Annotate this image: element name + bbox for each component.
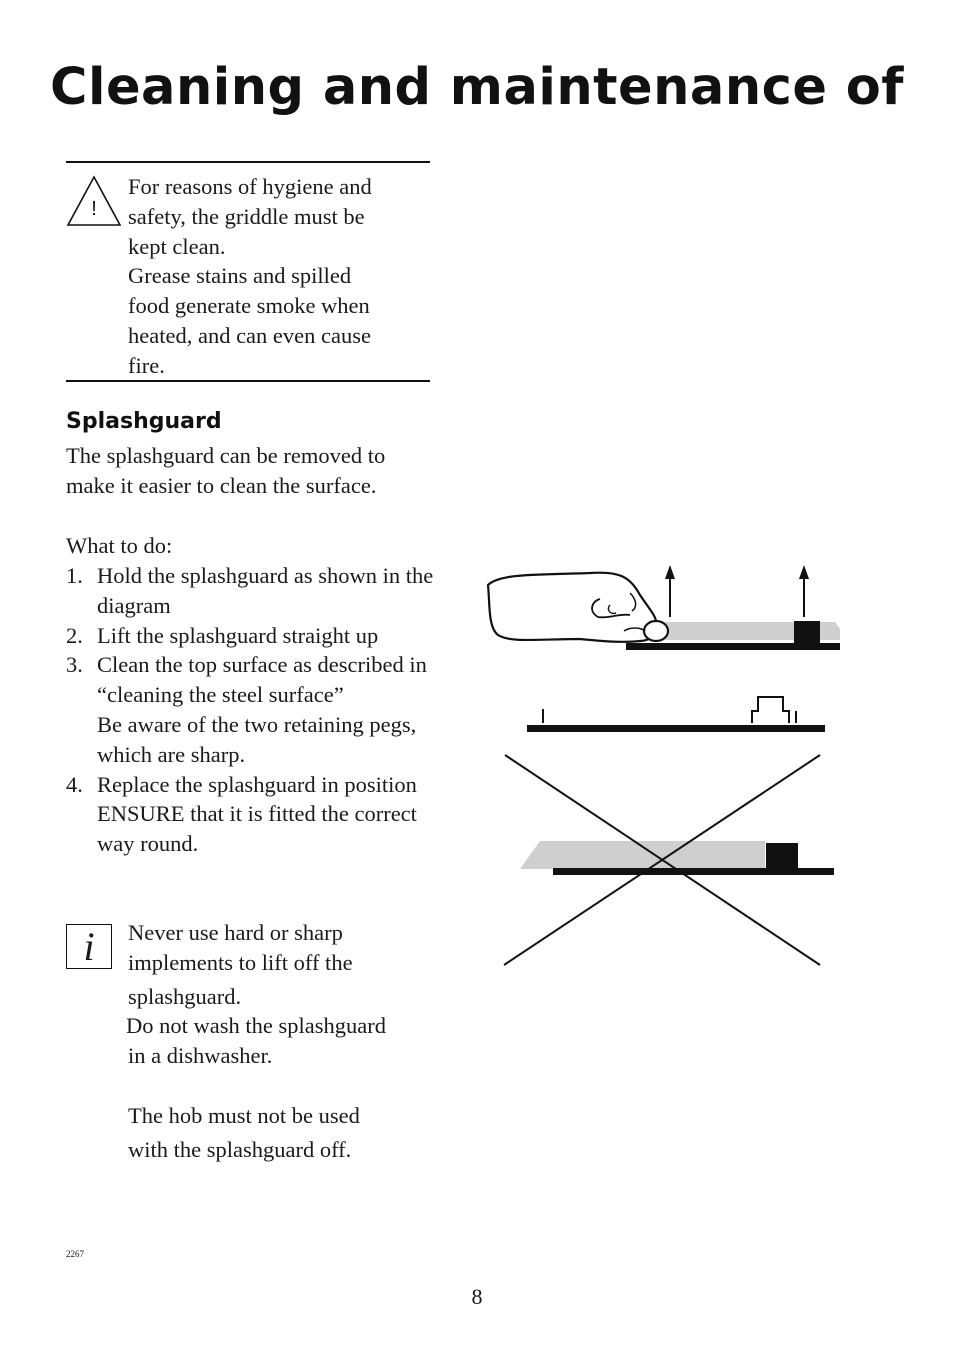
info-line: implements to lift off the <box>128 949 353 975</box>
step-text: Lift the splashguard straight up <box>97 622 379 648</box>
incorrect-orientation <box>504 755 834 965</box>
step-text: Replace the splashguard in position ENSURE that it is fitted the correct way round. <box>97 771 417 857</box>
step-note: Be aware of the two retaining pegs, which are sharp. <box>97 711 417 767</box>
section-heading: Splashguard <box>66 409 222 434</box>
retaining-peg-wrong <box>766 843 798 869</box>
up-arrow-icon <box>799 565 809 579</box>
hand-icon <box>488 573 656 642</box>
splashguard-bar <box>626 643 840 650</box>
warning-line: safety, the griddle must be <box>128 203 365 229</box>
info-text <box>128 918 428 1164</box>
document-code: 2267 <box>66 1249 84 1259</box>
step-number: 2. <box>66 622 83 648</box>
warning-line: heated, and can even cause <box>128 322 371 348</box>
info-line: with the splashguard off. <box>128 1136 352 1162</box>
info-icon: i <box>66 924 112 969</box>
info-line: Never use hard or sharp <box>128 920 343 945</box>
griddle-surface-wrong <box>520 841 765 869</box>
list-item <box>66 561 436 621</box>
splashguard-diagram <box>480 555 840 975</box>
profile-bar <box>527 725 825 732</box>
warning-text <box>128 172 428 381</box>
step-text: Clean the top surface as described in “cleaning the steel surface” <box>97 652 427 708</box>
page-title: Cleaning and maintenance of <box>50 58 904 117</box>
peg-outline <box>752 697 789 723</box>
section-intro: The splashguard can be removed to make it easier to clean the surface. <box>66 443 386 498</box>
step-number: 4. <box>66 771 83 797</box>
warning-line: food generate smoke when <box>128 293 370 319</box>
up-arrow-icon <box>665 565 675 579</box>
step-number: 3. <box>66 652 83 678</box>
what-to-do-label: What to do: <box>66 533 173 558</box>
info-line <box>128 1071 428 1101</box>
step-number: 1. <box>66 563 83 588</box>
list-item <box>66 621 436 651</box>
splashguard-profile <box>527 697 825 732</box>
list-item <box>66 770 436 859</box>
hand-lift-illustration <box>488 565 840 650</box>
warning-glyph: ! <box>91 198 97 220</box>
info-line: Do not wash the splashguard <box>126 1013 386 1039</box>
step-text: Hold the splashguard as shown in the diagram <box>97 563 434 618</box>
steps-list <box>66 561 436 859</box>
info-line: The hob must not be used <box>128 1102 360 1128</box>
page-number: 8 <box>471 1284 483 1309</box>
fingertip <box>644 621 668 641</box>
warning-line: kept clean. <box>128 233 226 259</box>
warning-box <box>66 161 430 382</box>
list-item <box>66 650 436 769</box>
retaining-peg <box>794 621 820 643</box>
info-line: in a dishwasher. <box>128 1043 273 1069</box>
splashguard-bar-wrong <box>553 868 834 875</box>
info-line: splashguard. <box>128 983 242 1009</box>
warning-triangle-icon <box>66 175 122 227</box>
warning-line: Grease stains and spilled <box>128 263 352 289</box>
warning-line: For reasons of hygiene and <box>128 174 372 199</box>
warning-line: fire. <box>128 352 165 378</box>
